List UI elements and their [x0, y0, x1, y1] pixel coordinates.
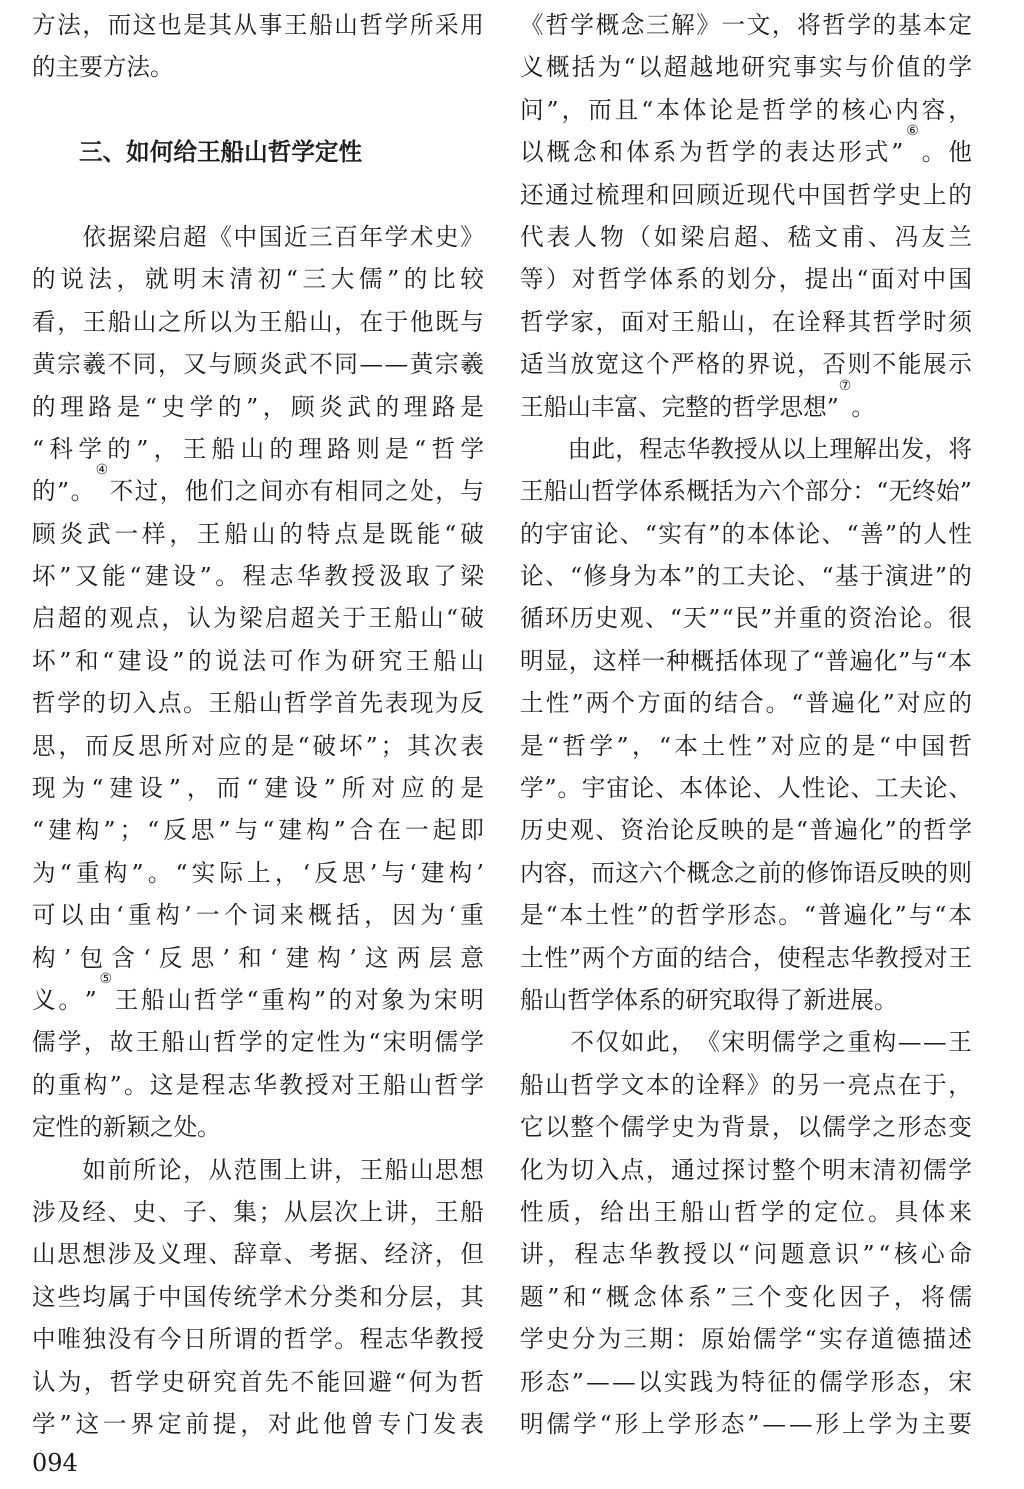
text-line: 由 此 ， 程 志 华 教 授 从 以 上 理 解 出 发 ， 将 [567, 434, 972, 463]
text-line: 土 性 ” 两 个 方 面 的 结 合 。 “ 普 遍 化 ” 对 应 的 [520, 689, 972, 718]
text-line: 认 为 ， 哲 学 史 研 究 首 先 不 能 回 避 “ 何 为 哲 [32, 1367, 484, 1396]
text-line: 构 ’ 包 含 ‘ 反 思 ’ 和 ‘ 建 构 ’ 这 两 层 意 [32, 943, 484, 972]
text-line: 是 “ 本 土 性 ” 的 哲 学 形 态 。 “ 普 遍 化 ” 与 “ 本 [520, 901, 972, 930]
text-line: 的 宇 宙 论 、 “ 实 有 ” 的 本 体 论 、 “ 善 ” 的 人 性 [520, 519, 972, 548]
text-line: 《 哲 学 概 念 三 解 》 一 文 ， 将 哲 学 的 基 本 定 [520, 11, 972, 39]
text-line: 王 船 山 丰 富 、 完 整 的 哲 学 思 想 ” ⑦ 。 [520, 386, 972, 428]
text-line: 题 ” 和 “ 概 念 体 系 ” 三 个 变 化 因 子 ， 将 儒 [520, 1282, 972, 1311]
text-line: 性 质 ， 给 出 王 船 山 哲 学 的 定 位 。 具 体 来 [520, 1197, 972, 1226]
text-line: 适 当 放 宽 这 个 严 格 的 界 说 ， 否 则 不 能 展 示 [520, 350, 972, 379]
text-line: 哲 学 的 切 入 点 。 王 船 山 哲 学 首 先 表 现 为 反 [32, 689, 484, 718]
text-line: 还 通 过 梳 理 和 回 顾 近 现 代 中 国 哲 学 史 上 的 [520, 180, 972, 209]
text-line: 依 据 梁 启 超 《 中 国 近 三 百 年 学 术 史 》 [82, 222, 484, 251]
text-line: 为 “ 重 构 ” 。 “ 实 际 上 ， ‘ 反 思 ’ 与 ‘ 建 构 ’ [32, 858, 484, 887]
text-line: 的 主 要 方 法 。 [32, 53, 174, 82]
text-line: 学 史 分 为 三 期 ： 原 始 儒 学 “ 实 存 道 德 描 述 [520, 1325, 972, 1354]
text-line: 这 些 均 属 于 中 国 传 统 学 术 分 类 和 分 层 ， 其 [32, 1282, 484, 1311]
text-line: 明 显 ， 这 样 一 种 概 括 体 现 了 “ 普 遍 化 ” 与 “ 本 [520, 646, 972, 675]
page-number: 094 [32, 1449, 78, 1477]
text-line: 代 表 人 物 （ 如 梁 启 超 、 嵇 文 甫 、 冯 友 兰 [520, 222, 972, 251]
text-line: 学 ” 这 一 界 定 前 提 ， 对 此 他 曾 专 门 发 表 [32, 1409, 484, 1438]
text-line: 的 说 法 ， 就 明 末 清 初 “ 三 大 儒 ” 的 比 较 [32, 265, 484, 294]
text-line: 山 思 想 涉 及 义 理 、 辞 章 、 考 据 、 经 济 ， 但 [32, 1240, 484, 1269]
text-line: 循 环 历 史 观 、 “ 天 ” “ 民 ” 并 重 的 资 治 论 。 很 [520, 604, 972, 633]
text-line: 学 ” 。 宇 宙 论 、 本 体 论 、 人 性 论 、 工 夫 论 、 [520, 774, 972, 803]
text-line: 涉 及 经 、 史 、 子 、 集 ； 从 层 次 上 讲 ， 王 船 [32, 1197, 484, 1226]
text-line: 等 ） 对 哲 学 体 系 的 划 分 ， 提 出 “ 面 对 中 国 [520, 265, 972, 294]
footnote-marker: ⑦ [838, 377, 852, 394]
footnote-marker: ④ [95, 462, 109, 479]
text-line: 以 概 念 和 体 系 为 哲 学 的 表 达 形 式 ” ⑥ 。 他 [520, 131, 972, 173]
paragraph-spacer [32, 89, 484, 131]
text-line: 船 山 哲 学 体 系 的 研 究 取 得 了 新 进 展 。 [520, 985, 898, 1014]
text-line: 方 法 ， 而 这 也 是 其 从 事 王 船 山 哲 学 所 采 用 [32, 11, 484, 39]
text-line: 是 “ 哲 学 ” ， “ 本 土 性 ” 对 应 的 是 “ 中 国 哲 [520, 731, 972, 760]
text-line: 顾 炎 武 一 样 ， 王 船 山 的 特 点 是 既 能 “ 破 [32, 519, 484, 548]
text-line: 哲 学 家 ， 面 对 王 船 山 ， 在 诠 释 其 哲 学 时 须 [520, 307, 972, 336]
footnote-marker: ⑤ [99, 970, 113, 987]
text-line: 启 超 的 观 点 ， 认 为 梁 启 超 关 于 王 船 山 “ 破 [32, 604, 484, 633]
text-line: 的 理 路 是 “ 史 学 的 ” ， 顾 炎 武 的 理 路 是 [32, 392, 484, 421]
text-line: 儒 学 ， 故 王 船 山 哲 学 的 定 性 为 “ 宋 明 儒 学 [32, 1028, 484, 1057]
text-line: 它 以 整 个 儒 学 史 为 背 景 ， 以 儒 学 之 形 态 变 [520, 1113, 972, 1142]
text-line: 明 儒 学 “ 形 上 学 形 态 ” — — 形 上 学 为 主 要 [520, 1409, 972, 1438]
text-line: 现 为 “ 建 设 ” ， 而 “ 建 设 ” 所 对 应 的 是 [32, 774, 484, 803]
text-line: 问 ” ， 而 且 “ 本 体 论 是 哲 学 的 核 心 内 容 ， [520, 95, 972, 124]
text-line: 义 概 括 为 “ 以 超 越 地 研 究 事 实 与 价 值 的 学 [520, 53, 972, 82]
text-line: 定 性 的 新 颖 之 处 。 [32, 1113, 221, 1142]
text-line: 义 。 ” ⑤ 王 船 山 哲 学 “ 重 构 ” 的 对 象 为 宋 明 [32, 979, 484, 1021]
text-line: 讲 ， 程 志 华 教 授 以 “ 问 题 意 识 ” “ 核 心 命 [520, 1240, 972, 1269]
text-line: 中 唯 独 没 有 今 日 所 谓 的 哲 学 。 程 志 华 教 授 [32, 1325, 484, 1354]
text-line: 土 性 ” 两 个 方 面 的 结 合 ， 使 程 志 华 教 授 对 王 [520, 943, 972, 972]
text-line: 王 船 山 哲 学 体 系 概 括 为 六 个 部 分 ： “ 无 终 始 ” [520, 477, 972, 506]
text-line: 可 以 由 ‘ 重 构 ’ 一 个 词 来 概 括 ， 因 为 ‘ 重 [32, 901, 484, 930]
text-line: 思 ， 而 反 思 所 对 应 的 是 “ 破 坏 ” ； 其 次 表 [32, 731, 484, 760]
right-text-column [520, 4, 972, 1445]
text-line: 如 前 所 论 ， 从 范 围 上 讲 ， 王 船 山 思 想 [82, 1155, 484, 1184]
left-text-column [32, 4, 484, 1445]
text-line: 论 、 “ 修 身 为 本 ” 的 工 夫 论 、 “ 基 于 演 进 ” 的 [520, 562, 972, 591]
text-line: 的 重 构 ” 。 这 是 程 志 华 教 授 对 王 船 山 哲 学 [32, 1070, 484, 1099]
footnote-marker: ⑥ [906, 123, 919, 140]
text-line: 坏 ” 和 “ 建 设 ” 的 说 法 可 作 为 研 究 王 船 山 [32, 646, 484, 675]
text-line: 的 ” 。 ④ 不 过 ， 他 们 之 间 亦 有 相 同 之 处 ， 与 [32, 470, 484, 512]
text-line: “ 科 学 的 ” ， 王 船 山 的 理 路 则 是 “ 哲 学 [32, 434, 484, 463]
text-line: 内 容 ， 而 这 六 个 概 念 之 前 的 修 饰 语 反 映 的 则 [520, 858, 972, 887]
text-line: 不 仅 如 此 ， 《 宋 明 儒 学 之 重 构 — — 王 [570, 1028, 972, 1057]
text-line: 黄 宗 羲 不 同 ， 又 与 顾 炎 武 不 同 — — 黄 宗 羲 [32, 350, 484, 379]
text-line: 形 态 ” — — 以 实 践 为 特 征 的 儒 学 形 态 ， 宋 [520, 1367, 972, 1396]
text-line: 化 为 切 入 点 ， 通 过 探 讨 整 个 明 末 清 初 儒 学 [520, 1155, 972, 1184]
text-line: “ 建 构 ” ； “ 反 思 ” 与 “ 建 构 ” 合 在 一 起 即 [32, 816, 484, 845]
paragraph-spacer [32, 174, 484, 216]
text-line: 历 史 观 、 资 治 论 反 映 的 是 “ 普 遍 化 ” 的 哲 学 [520, 816, 972, 845]
section-heading: 三、如何给王船山哲学定性 [79, 138, 363, 167]
text-line: 船 山 哲 学 文 本 的 诠 释 》 的 另 一 亮 点 在 于 ， [520, 1070, 972, 1099]
text-line: 看 ， 王 船 山 之 所 以 为 王 船 山 ， 在 于 他 既 与 [32, 307, 484, 336]
text-line: 坏 ” 又 能 “ 建 设 ” 。 程 志 华 教 授 汲 取 了 梁 [32, 562, 484, 591]
